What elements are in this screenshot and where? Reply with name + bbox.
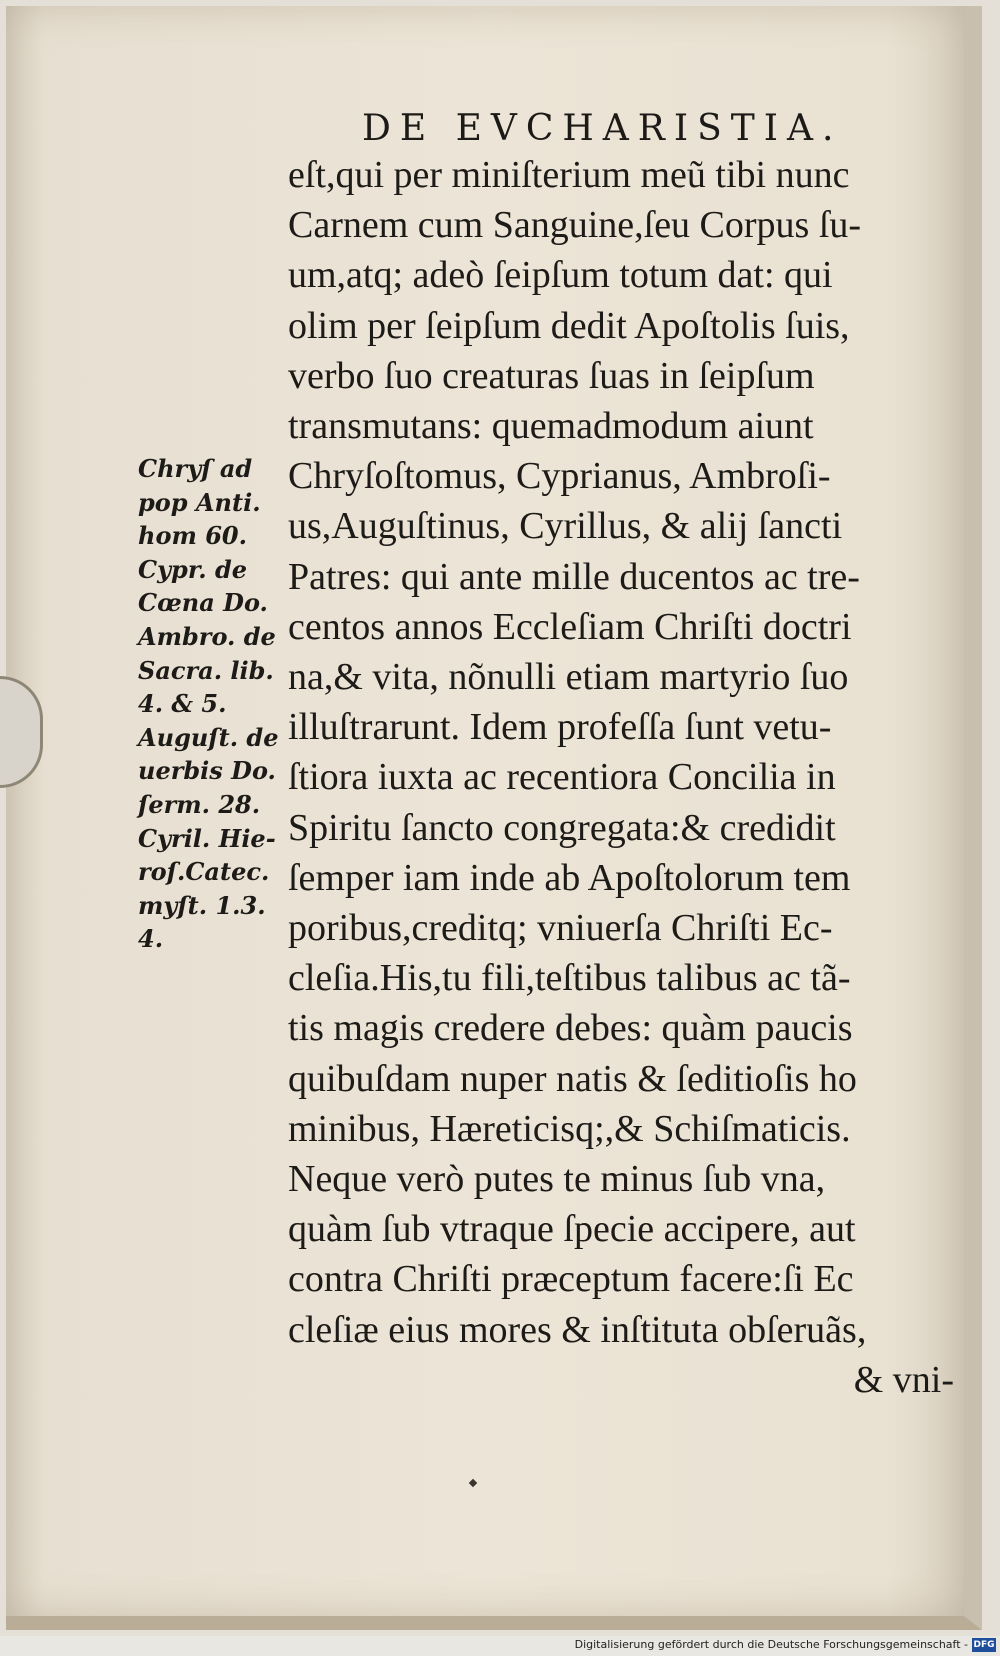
margin-note: Chryſ ad: [138, 454, 253, 483]
text-line: verbo ſuo creaturas ſuas in ſeipſum: [288, 354, 815, 397]
text-line: Neque verò putes te minus ſub vna,: [288, 1158, 826, 1201]
text-line: poribus,creditq; vniuerſa Chriſti Ec-: [288, 907, 833, 950]
margin-note: Auguſt. de: [138, 722, 279, 752]
margin-note: Ambro. de: [138, 621, 276, 651]
digitization-footer: [0, 1636, 1000, 1656]
text-line: ſemper iam inde ab Apoſtolorum tem: [288, 856, 851, 899]
margin-note: pop Anti.: [138, 487, 261, 517]
text-line: us,Auguſtinus, Cyrillus, & alij ſancti: [288, 505, 843, 548]
margin-note: uerbis Do.: [138, 756, 276, 786]
margin-note: 4. & 5.: [138, 689, 227, 719]
running-title: DE EVCHARISTIA.: [362, 108, 843, 149]
text-line: eſt,qui per miniſterium meũ tibi nunc: [288, 154, 850, 196]
marginal-references: [138, 452, 288, 956]
text-line: cleſia.His,tu fili,teſtibus talibus ac tã-: [288, 957, 851, 1000]
margin-note: roſ.Catec.: [138, 857, 270, 887]
margin-note: Sacra. lib.: [138, 655, 274, 685]
margin-note: ſerm. 28.: [138, 789, 261, 819]
text-line: transmutans: quemadmodum aiunt: [288, 405, 814, 448]
margin-note: Cœna Do.: [138, 588, 268, 618]
text-line: cleſiæ eius mores & inſtituta obſeruãs,: [288, 1308, 867, 1351]
text-line: tis magis credere debes: quàm paucis: [288, 1007, 853, 1050]
margin-note: myſt. 1.3.: [138, 890, 266, 920]
text-line: Spiritu ſancto congregata:& credidit: [288, 806, 836, 849]
text-line: Chryſoſtomus, Cyprianus, Ambroſi-: [288, 455, 831, 498]
text-line: um,atq; adeò ſeipſum totum dat: qui: [288, 254, 833, 297]
text-line: centos annos Eccleſiam Chriſti doctri: [288, 605, 852, 648]
text-line: quibuſdam nuper natis & ſeditioſis ho: [288, 1057, 857, 1100]
funding-credit: Digitalisierung gefördert durch die Deutsche Forschungsgemeinschaft -: [574, 1638, 968, 1651]
margin-note: Cyril. Hie-: [138, 823, 276, 853]
catchword: & vni-: [853, 1358, 954, 1401]
text-line: minibus, Hæreticisq;,& Schiſmaticis.: [288, 1107, 851, 1150]
text-line: olim per ſeipſum dedit Apoſtolis ſuis,: [288, 304, 850, 347]
text-line: quàm ſub vtraque ſpecie accipere, aut: [288, 1208, 856, 1251]
text-line: Carnem cum Sanguine,ſeu Corpus ſu-: [288, 204, 862, 247]
dfg-logo: DFG: [973, 1640, 995, 1650]
main-text-block: [288, 150, 964, 1405]
text-line: contra Chriſti præceptum facere:ſi Ec: [288, 1258, 854, 1301]
margin-note: hom 60.: [138, 521, 247, 551]
text-line: Patres: qui ante mille ducentos ac tre-: [288, 555, 860, 598]
margin-note: Cypr. de: [138, 554, 248, 584]
text-line: ſtiora iuxta ac recentiora Concilia in: [288, 756, 836, 799]
text-line: illuſtrarunt. Idem profeſſa ſunt vetu-: [288, 706, 832, 749]
margin-note: 4.: [138, 924, 164, 954]
text-line: na,& vita, nõnulli etiam martyrio ſuo: [288, 656, 849, 699]
